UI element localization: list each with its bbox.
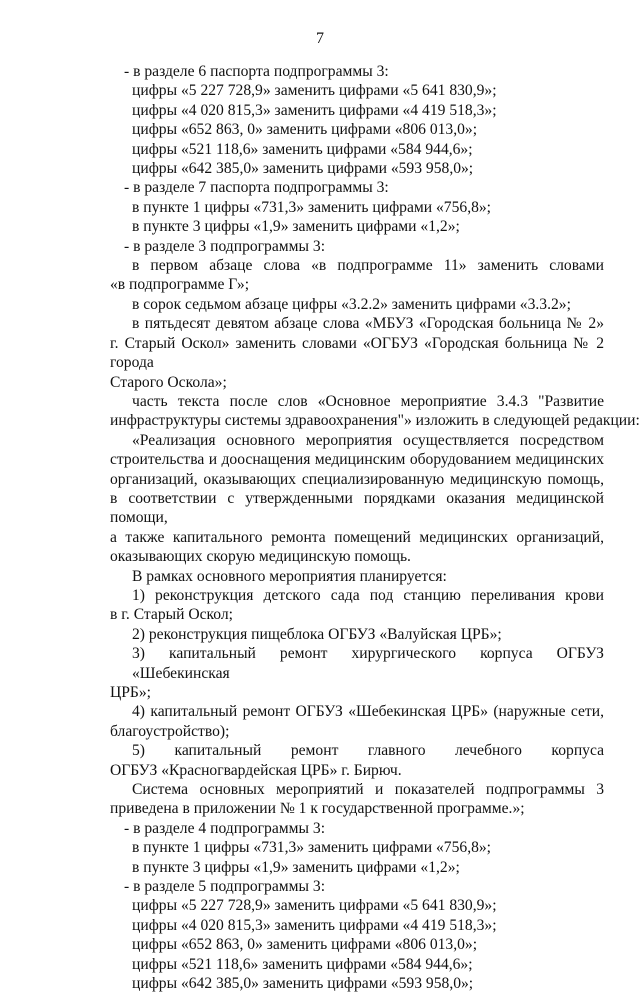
page-number: 7 bbox=[316, 30, 324, 47]
text-line: Старого Оскола»; bbox=[110, 373, 227, 391]
text-line: 3) капитальный ремонт хирургического корпуса ОГБУЗ «Шебекинская bbox=[132, 645, 604, 682]
text-line: - в разделе 5 подпрограммы 3: bbox=[124, 878, 326, 896]
text-line: 5) капитальный ремонт главного лечебного корпуса bbox=[132, 742, 604, 760]
text-line: В рамках основного мероприятия планируется: bbox=[132, 567, 447, 585]
text-line: часть текста после слов «Основное мероприятие 3.4.3 "Развитие bbox=[132, 392, 604, 410]
text-line: цифры «521 118,6» заменить цифрами «584 944,6»; bbox=[132, 140, 473, 158]
text-line: - в разделе 6 паспорта подпрограммы 3: bbox=[124, 63, 389, 80]
text-line: Система основных мероприятий и показателей подпрограммы 3 bbox=[132, 781, 604, 799]
text-line: - в разделе 3 подпрограммы 3: bbox=[124, 237, 326, 255]
text-line: в пятьдесят девятом абзаце слова «МБУЗ «Городская больница № 2» bbox=[132, 315, 604, 333]
text-line: приведена в приложении № 1 к государственной программе.»; bbox=[110, 800, 525, 818]
text-line: в пункте 3 цифры «1,9» заменить цифрами «1,2»; bbox=[132, 858, 460, 876]
text-line: 2) реконструкция пищеблока ОГБУЗ «Валуйская ЦРБ»; bbox=[132, 625, 502, 643]
text-line: благоустройство); bbox=[110, 722, 230, 740]
text-line: «в подпрограмме Г»; bbox=[110, 276, 250, 294]
text-line: - в разделе 4 подпрограммы 3: bbox=[124, 819, 326, 837]
text-line: цифры «4 020 815,3» заменить цифрами «4 419 518,3»; bbox=[132, 101, 497, 119]
text-line: г. Старый Оскол» заменить словами «ОГБУЗ «Городская больница № 2 города bbox=[110, 334, 604, 372]
text-line: - в разделе 7 паспорта подпрограммы 3: bbox=[124, 179, 389, 197]
text-line: в соответствии с утвержденными порядками оказания медицинской помощи, bbox=[110, 489, 604, 527]
text-line: в первом абзаце слова «в подпрограмме 11» заменить словами bbox=[132, 257, 604, 275]
text-line: цифры «642 385,0» заменить цифрами «593 958,0»; bbox=[132, 975, 474, 993]
text-line: цифры «5 227 728,9» заменить цифрами «5 641 830,9»; bbox=[132, 82, 497, 100]
text-line: в пункте 1 цифры «731,3» заменить цифрами «756,8»; bbox=[132, 198, 492, 216]
text-line: цифры «652 863, 0» заменить цифрами «806 013,0»; bbox=[132, 121, 478, 139]
text-line: 1) реконструкция детского сада под станцию переливания крови bbox=[132, 586, 604, 604]
text-line: цифры «642 385,0» заменить цифрами «593 958,0»; bbox=[132, 160, 474, 178]
text-line: инфраструктуры системы здравоохранения"» изложить в следующей редакции: bbox=[110, 412, 640, 430]
text-line: а также капитального ремонта помещений медицинских организаций, bbox=[110, 528, 604, 546]
document-body bbox=[110, 62, 640, 994]
text-line: «Реализация основного мероприятия осуществляется посредством bbox=[132, 431, 604, 449]
text-line: в сорок седьмом абзаце цифры «3.2.2» заменить цифрами «3.3.2»; bbox=[132, 295, 571, 313]
text-line: оказывающих скорую медицинскую помощь. bbox=[110, 548, 411, 566]
text-line: 4) капитальный ремонт ОГБУЗ «Шебекинская ЦРБ» (наружные сети, bbox=[132, 703, 604, 721]
text-line: цифры «4 020 815,3» заменить цифрами «4 419 518,3»; bbox=[132, 916, 497, 934]
text-line: в г. Старый Оскол; bbox=[110, 606, 234, 624]
text-line: цифры «521 118,6» заменить цифрами «584 944,6»; bbox=[132, 955, 473, 973]
text-line: в пункте 3 цифры «1,9» заменить цифрами «1,2»; bbox=[132, 218, 460, 236]
text-line: ЦРБ»; bbox=[110, 684, 152, 701]
text-line: строительства и дооснащения медицинским оборудованием медицинских bbox=[110, 451, 604, 469]
text-line: цифры «652 863, 0» заменить цифрами «806 013,0»; bbox=[132, 936, 478, 954]
text-line: цифры «5 227 728,9» заменить цифрами «5 641 830,9»; bbox=[132, 897, 497, 915]
text-line: организаций, оказывающих специализированную медицинскую помощь, bbox=[110, 470, 604, 488]
text-line: ОГБУЗ «Красногвардейская ЦРБ» г. Бирюч. bbox=[110, 761, 402, 779]
text-line: в пункте 1 цифры «731,3» заменить цифрами «756,8»; bbox=[132, 839, 492, 857]
